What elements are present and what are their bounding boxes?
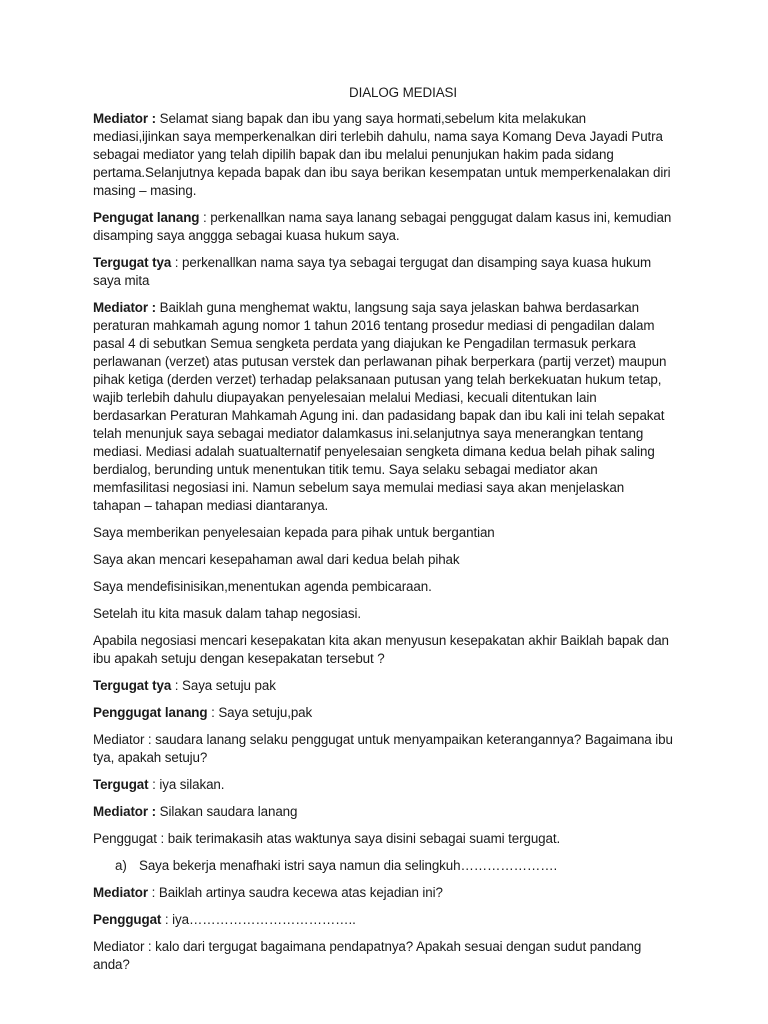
speaker-label: Tergugat bbox=[93, 777, 149, 792]
paragraph-text: Apabila negosiasi mencari kesepakatan kita akan menyusun kesepakatan akhir Baiklah bapak dan ibu apakah setuju dengan kesepakatan tersebut ? bbox=[93, 633, 669, 666]
list-item-text: Saya bekerja menafhaki istri saya namun dia selingkuh…………………. bbox=[139, 858, 558, 873]
paragraph-tergugat-permits bbox=[93, 776, 673, 794]
paragraph-text: : perkenallkan nama saya lanang sebagai penggugat dalam kasus ini, kemudian disamping saya anggga sebagai kuasa hukum saya. bbox=[93, 210, 672, 243]
paragraph-text: : iya……………………………….. bbox=[161, 912, 356, 927]
paragraph-mediator-explanation bbox=[93, 299, 673, 515]
document-page bbox=[93, 84, 673, 983]
paragraph-penggugat-statement bbox=[93, 830, 673, 848]
speaker-label: Mediator : bbox=[93, 804, 160, 819]
paragraph-text: Mediator : kalo dari tergugat bagaimana pendapatnya? Apakah sesuai dengan sudut pandang anda? bbox=[93, 939, 642, 972]
paragraph-mediator-invites bbox=[93, 731, 673, 767]
paragraph-step-4 bbox=[93, 605, 673, 623]
paragraph-penggugat-agrees bbox=[93, 704, 673, 722]
paragraph-mediator-disappointed bbox=[93, 884, 673, 902]
speaker-label: Tergugat tya bbox=[93, 255, 172, 270]
speaker-label: Mediator bbox=[93, 885, 148, 900]
paragraph-text: Silakan saudara lanang bbox=[159, 804, 298, 819]
speaker-label: Penggugat bbox=[93, 912, 162, 927]
paragraph-text: : perkenallkan nama saya tya sebagai tergugat dan disamping saya kuasa hukum saya mita bbox=[93, 255, 652, 288]
paragraph-penggugat-intro bbox=[93, 209, 673, 245]
paragraph-text: : Saya setuju pak bbox=[171, 678, 276, 693]
speaker-label: Pengugat lanang bbox=[93, 210, 200, 225]
paragraph-text: Setelah itu kita masuk dalam tahap negosiasi. bbox=[93, 606, 361, 621]
paragraph-text: Mediator : saudara lanang selaku penggugat untuk menyampaikan keterangannya? Bagaimana ibu tya, apakah setuju? bbox=[93, 732, 673, 765]
paragraph-mediator-please bbox=[93, 803, 673, 821]
paragraph-text: Saya memberikan penyelesaian kepada para pihak untuk bergantian bbox=[93, 525, 495, 540]
paragraph-text: Selamat siang bapak dan ibu yang saya hormati,sebelum kita melakukan mediasi,ijinkan saya memperkenalkan diri terlebih dahulu, nama saya Komang Deva Jayadi Putra sebagai mediator yang telah dipilih bapak dan ibu melalui penunjukan hakim pada sidang pertama.Selanjutnya kepada bapak dan ibu saya berikan kesempatan untuk memperkenalakan diri masing – masing. bbox=[93, 111, 671, 198]
speaker-label: Tergugat tya bbox=[93, 678, 172, 693]
list-item bbox=[93, 857, 673, 875]
paragraph-step-3 bbox=[93, 578, 673, 596]
paragraph-text: Penggugat : baik terimakasih atas waktunya saya disini sebagai suami tergugat. bbox=[93, 831, 561, 846]
speaker-label: Mediator : bbox=[93, 111, 160, 126]
paragraph-mediator-intro bbox=[93, 110, 673, 200]
paragraph-text: : Saya setuju,pak bbox=[207, 705, 313, 720]
speaker-label: Mediator : bbox=[93, 300, 160, 315]
paragraph-agreement-question bbox=[93, 632, 673, 668]
paragraph-step-1 bbox=[93, 524, 673, 542]
list-marker: a) bbox=[115, 858, 127, 873]
paragraph-text: : Baiklah artinya saudra kecewa atas kejadian ini? bbox=[148, 885, 443, 900]
paragraph-mediator-asks-tergugat bbox=[93, 938, 673, 974]
paragraph-penggugat-yes bbox=[93, 911, 673, 929]
paragraph-text: Baiklah guna menghemat waktu, langsung saja saya jelaskan bahwa berdasarkan peraturan mahkamah agung nomor 1 tahun 2016 tentang prosedur mediasi di pengadilan dalam pasal 4 di sebutkan Semua sengketa perdata yang diajukan ke Pengadilan termasuk perkara perlawanan (verzet) atas putusan verstek dan perlawanan pihak berperkara (partij verzet) maupun pihak ketiga (derden verzet) terhadap pelaksanaan putusan yang telah berkekuatan hukum tetap, wajib terlebih dahulu diupayakan penyelesaian melalui Mediasi, kecuali ditentukan lain berdasarkan Peraturan Mahkamah Agung ini. dan padasidang bapak dan ibu kali ini telah sepakat telah menunjuk saya sebagai mediator dalamkasus ini.selanjutnya saya menerangkan tentang mediasi. Mediasi adalah suatualternatif penyelesaian sengketa dimana kedua belah pihak saling berdialog, berunding untuk menentukan titik temu. Saya selaku sebagai mediator akan memfasilitasi negosiasi ini. Namun sebelum saya memulai mediasi saya akan menjelaskan tahapan – tahapan mediasi diantaranya. bbox=[93, 300, 667, 513]
paragraph-step-2 bbox=[93, 551, 673, 569]
paragraph-tergugat-intro bbox=[93, 254, 673, 290]
document-title: DIALOG MEDIASI bbox=[349, 85, 457, 100]
speaker-label: Penggugat lanang bbox=[93, 705, 208, 720]
paragraph-text: Saya mendefisinisikan,menentukan agenda pembicaraan. bbox=[93, 579, 432, 594]
paragraph-text: : iya silakan. bbox=[148, 777, 225, 792]
paragraph-text: Saya akan mencari kesepahaman awal dari kedua belah pihak bbox=[93, 552, 460, 567]
paragraph-tergugat-agrees bbox=[93, 677, 673, 695]
